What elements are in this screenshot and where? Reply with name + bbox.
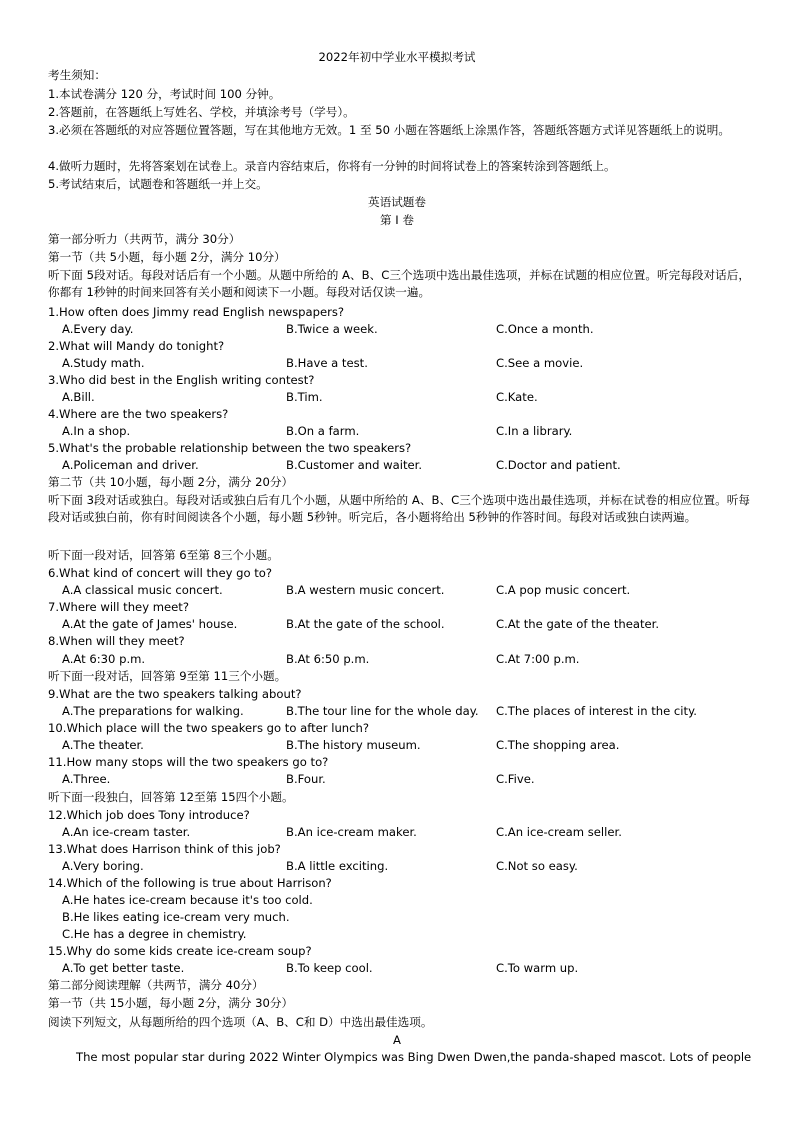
option-c[interactable]: C.At 7:00 p.m. (496, 652, 580, 666)
option-a[interactable]: A.At the gate of James' house. (62, 617, 238, 631)
question-stem: 5.What's the probable relationship between the two speakers? (48, 441, 412, 455)
group-instruction: 听下面一段独白，回答第 12至第 15四个小题。 (48, 790, 294, 804)
question-stem: 10.Which place will the two speakers go to after lunch? (48, 721, 370, 735)
option-b[interactable]: B.Four. (286, 772, 326, 786)
notice-item: 1.本试卷满分 120 分，考试时间 100 分钟。 (48, 87, 281, 101)
option-b[interactable]: B.Have a test. (286, 356, 368, 370)
part2-heading: 第二部分阅读理解（共两节，满分 40分） (48, 978, 264, 992)
passage-label: A (393, 1033, 401, 1047)
question-stem: 15.Why do some kids create ice-cream soup? (48, 944, 312, 958)
option-b[interactable]: B.At the gate of the school. (286, 617, 445, 631)
part2-section1-heading: 第一节（共 15小题，每小题 2分，满分 30分） (48, 996, 294, 1010)
option-c[interactable]: C.In a library. (496, 424, 573, 438)
question-stem: 13.What does Harrison think of this job? (48, 842, 281, 856)
question-stem: 8.When will they meet? (48, 634, 185, 648)
notice-item: 3.必须在答题纸的对应答题位置答题，写在其他地方无效。1 至 50 小题在答题纸上涂黑作答，答题纸答题方式详见答题纸上的说明。 (48, 123, 730, 137)
option-b[interactable]: B.At 6:50 p.m. (286, 652, 370, 666)
option-c[interactable]: C.See a movie. (496, 356, 584, 370)
notice-item: 5.考试结束后，试题卷和答题纸一并上交。 (48, 177, 268, 191)
option-a[interactable]: A.To get better taste. (62, 961, 185, 975)
option-c[interactable]: C.At the gate of the theater. (496, 617, 660, 631)
option-a[interactable]: A.Very boring. (62, 859, 144, 873)
volume-label: 第 I 卷 (380, 213, 414, 227)
option-a[interactable]: A.The preparations for walking. (62, 704, 244, 718)
paper-title: 英语试题卷 (368, 195, 426, 209)
option-b[interactable]: B.Customer and waiter. (286, 458, 423, 472)
question-stem: 14.Which of the following is true about Harrison? (48, 876, 332, 890)
option-b[interactable]: B.The tour line for the whole day. (286, 704, 479, 718)
passage-text: The most popular star during 2022 Winter Olympics was Bing Dwen Dwen,the panda-shaped mascot. Lots of people (76, 1050, 752, 1064)
question-stem: 6.What kind of concert will they go to? (48, 566, 273, 580)
option-a[interactable]: A.A classical music concert. (62, 583, 223, 597)
question-stem: 1.How often does Jimmy read English newspapers? (48, 305, 345, 319)
option-c[interactable]: C.To warm up. (496, 961, 579, 975)
option-c[interactable]: C.Doctor and patient. (496, 458, 621, 472)
option-c[interactable]: C.Five. (496, 772, 535, 786)
question-stem: 11.How many stops will the two speakers go to? (48, 755, 329, 769)
notice-item: 4.做听力题时，先将答案划在试卷上。录音内容结束后，你将有一分钟的时间将试卷上的答案转涂到答题纸上。 (48, 159, 616, 173)
option-c[interactable]: C.A pop music concert. (496, 583, 631, 597)
question-stem: 4.Where are the two speakers? (48, 407, 229, 421)
section2-heading: 第二节（共 10小题，每小题 2分，满分 20分） (48, 475, 294, 489)
part1-heading: 第一部分听力（共两节，满分 30分） (48, 232, 241, 246)
option-a[interactable]: A.Every day. (62, 322, 134, 336)
option-b[interactable]: B.Tim. (286, 390, 323, 404)
option-c[interactable]: C.He has a degree in chemistry. (62, 927, 247, 941)
option-b[interactable]: B.A western music concert. (286, 583, 445, 597)
option-c[interactable]: C.The places of interest in the city. (496, 704, 697, 718)
option-c[interactable]: C.Once a month. (496, 322, 594, 336)
option-b[interactable]: B.To keep cool. (286, 961, 373, 975)
group-instruction: 听下面一段对话，回答第 6至第 8三个小题。 (48, 548, 279, 562)
section1-heading: 第一节（共 5小题，每小题 2分，满分 10分） (48, 250, 286, 264)
option-b[interactable]: B.An ice-cream maker. (286, 825, 417, 839)
notice-heading: 考生须知： (48, 68, 106, 82)
option-a[interactable]: A.The theater. (62, 738, 144, 752)
option-b[interactable]: B.On a farm. (286, 424, 360, 438)
option-c[interactable]: C.An ice-cream seller. (496, 825, 622, 839)
question-stem: 3.Who did best in the English writing contest? (48, 373, 315, 387)
option-b[interactable]: B.The history museum. (286, 738, 421, 752)
exam-title: 2022年初中学业水平模拟考试 (318, 50, 476, 64)
option-c[interactable]: C.The shopping area. (496, 738, 620, 752)
notice-item: 2.答题前，在答题纸上写姓名、学校，并填涂考号（学号）。 (48, 105, 355, 119)
section1-instruction: 听下面 5段对话。每段对话后有一个小题。从题中所给的 A、B、C三个选项中选出最佳选项，并标在试题的相应位置。听完每段对话后，你都有 1秒钟的时间来回答有关小题和阅读下一小题。每段对话仅读一遍。 (48, 268, 750, 300)
section2-instruction: 听下面 3段对话或独白。每段对话或独白后有几个小题，从题中所给的 A、B、C三个选项中选出最佳选项，并标在试卷的相应位置。听每段对话或独白前，你有时间阅读各个小题，每小题 5秒钟。听完后，各小题将给出 5秒钟的作答时间。每段对话或独白读两遍。 (48, 493, 750, 525)
option-a[interactable]: A.Three. (62, 772, 111, 786)
option-c[interactable]: C.Kate. (496, 390, 538, 404)
question-stem: 12.Which job does Tony introduce? (48, 808, 250, 822)
group-instruction: 听下面一段对话，回答第 9至第 11三个小题。 (48, 669, 287, 683)
option-a[interactable]: A.An ice-cream taster. (62, 825, 191, 839)
question-stem: 2.What will Mandy do tonight? (48, 339, 225, 353)
part2-instruction: 阅读下列短文，从每题所给的四个选项（A、B、C和 D）中选出最佳选项。 (48, 1015, 433, 1029)
option-a[interactable]: A.Study math. (62, 356, 145, 370)
option-a[interactable]: A.In a shop. (62, 424, 131, 438)
question-stem: 7.Where will they meet? (48, 600, 189, 614)
option-a[interactable]: A.He hates ice-cream because it's too cold. (62, 893, 313, 907)
option-b[interactable]: B.He likes eating ice-cream very much. (62, 910, 290, 924)
option-a[interactable]: A.At 6:30 p.m. (62, 652, 146, 666)
question-stem: 9.What are the two speakers talking about? (48, 687, 302, 701)
option-b[interactable]: B.A little exciting. (286, 859, 389, 873)
option-c[interactable]: C.Not so easy. (496, 859, 578, 873)
option-a[interactable]: A.Bill. (62, 390, 95, 404)
option-a[interactable]: A.Policeman and driver. (62, 458, 199, 472)
option-b[interactable]: B.Twice a week. (286, 322, 378, 336)
